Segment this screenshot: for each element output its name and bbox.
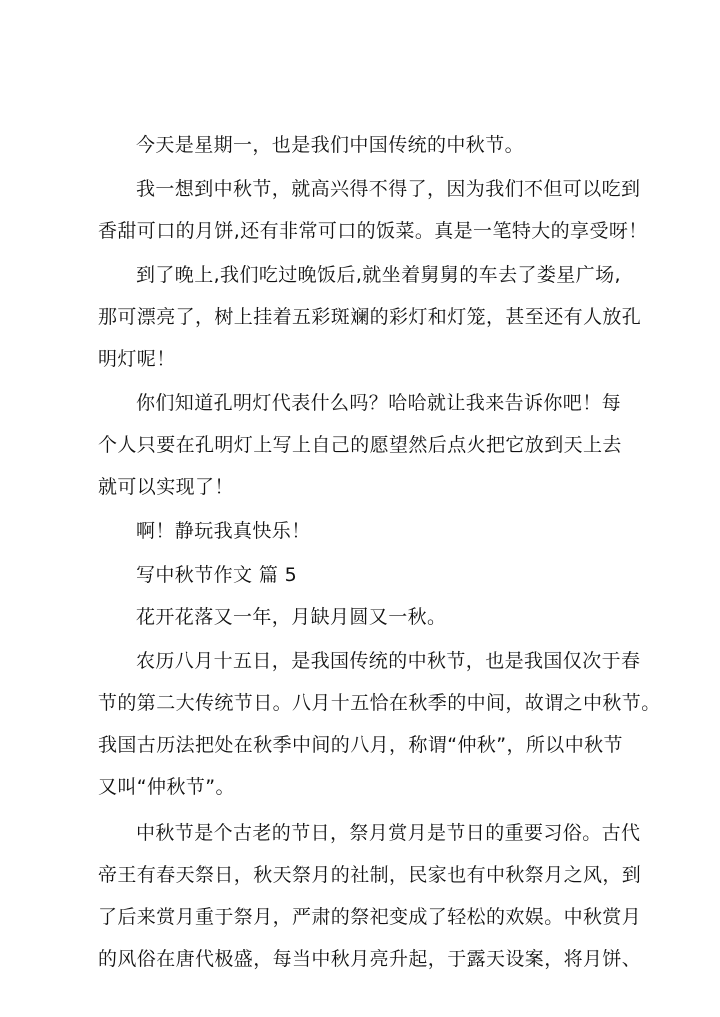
paragraph-6-line-1: 花开花落又一年，月缺月圆又一秋。 [136,606,447,628]
paragraph-8-line-4: 的风俗在唐代极盛，每当中秋月亮升起，于露天设案，将月饼、 [98,948,642,970]
paragraph-7-line-3: 我国古历法把处在秋季中间的八月，称谓“仲秋”，所以中秋节 [98,734,623,756]
paragraph-7-line-1: 农历八月十五日，是我国传统的中秋节，也是我国仅次于春 [136,650,641,672]
paragraph-1-line-1: 今天是星期一，也是我们中国传统的中秋节。 [136,134,525,156]
paragraph-2-line-2: 香甜可口的月饼,还有非常可口的饭菜。真是一笔特大的享受呀！ [98,220,648,242]
paragraph-2-line-1: 我一想到中秋节，就高兴得不得了，因为我们不但可以吃到 [136,178,641,200]
paragraph-8-line-2: 帝王有春天祭日，秋天祭月的社制，民家也有中秋祭月之风，到 [98,864,642,886]
paragraph-3-line-3: 明灯呢！ [98,348,176,370]
section-heading: 写中秋节作文 篇 5 [136,564,298,586]
article-body [98,124,661,980]
paragraph-4-line-2: 个人只要在孔明灯上写上自己的愿望然后点火把它放到天上去 [98,434,622,456]
paragraph-8-line-3: 了后来赏月重于祭月，严肃的祭祀变成了轻松的欢娱。中秋赏月 [98,906,642,928]
paragraph-7-line-4: 又叫“仲秋节”。 [98,776,235,798]
paragraph-4-line-3: 就可以实现了！ [98,476,234,498]
paragraph-3-line-2: 那可漂亮了，树上挂着五彩斑斓的彩灯和灯笼，甚至还有人放孔 [98,306,642,328]
paragraph-8-line-1: 中秋节是个古老的节日，祭月赏月是节日的重要习俗。古代 [136,822,641,844]
paragraph-4-line-1: 你们知道孔明灯代表什么吗？哈哈就让我来告诉你吧！每 [136,392,622,414]
paragraph-5-line-1: 啊！静玩我真快乐！ [136,520,311,542]
paragraph-3-line-1: 到了晚上,我们吃过晚饭后,就坐着舅舅的车去了娄星广场, [136,264,621,286]
paragraph-7-line-2: 节的第二大传统节日。八月十五恰在秋季的中间，故谓之中秋节。 [98,692,661,714]
